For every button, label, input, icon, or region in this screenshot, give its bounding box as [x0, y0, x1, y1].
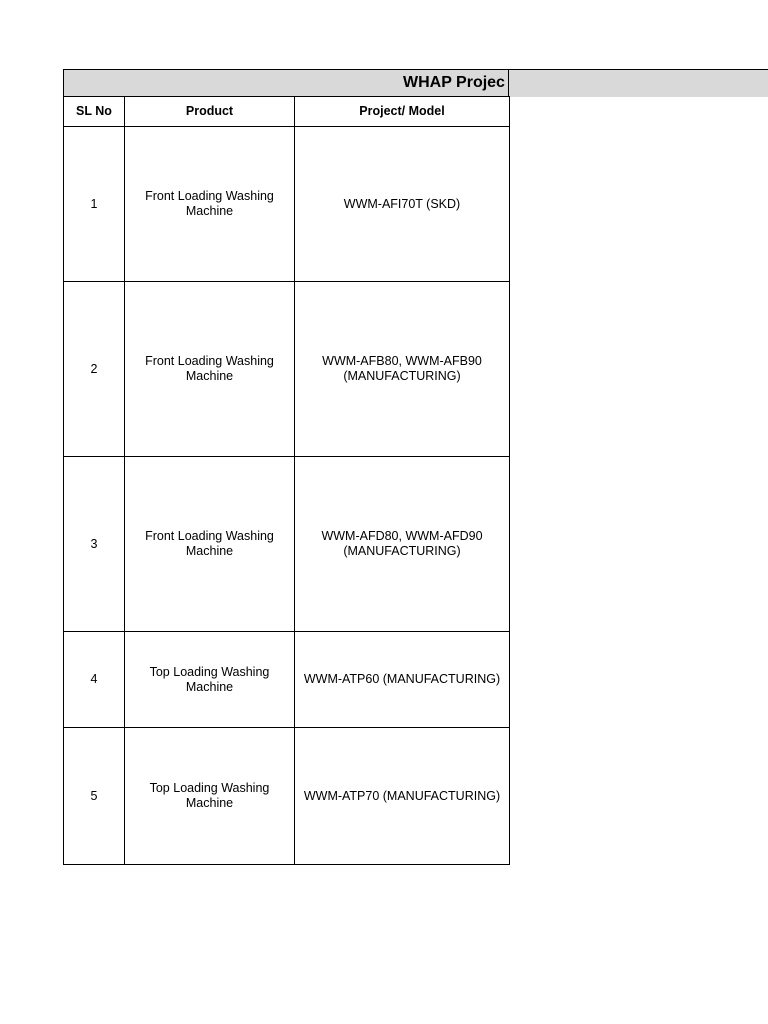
project-table: [63, 96, 510, 865]
cell-model: WWM-AFI70T (SKD): [295, 127, 510, 282]
cell-sl-no: 5: [64, 728, 125, 865]
cell-product: Front Loading Washing Machine: [125, 127, 295, 282]
cell-model: WWM-ATP60 (MANUFACTURING): [295, 632, 510, 728]
cell-model: WWM-AFD80, WWM-AFD90 (MANUFACTURING): [295, 457, 510, 632]
table-title: WHAP Projec: [403, 74, 505, 91]
cell-product: Top Loading Washing Machine: [125, 632, 295, 728]
header-product: Product: [125, 97, 295, 127]
cell-sl-no: 3: [64, 457, 125, 632]
table-row: [64, 282, 510, 457]
table-row: [64, 728, 510, 865]
cell-product: Front Loading Washing Machine: [125, 282, 295, 457]
cell-model: WWM-AFB80, WWM-AFB90 (MANUFACTURING): [295, 282, 510, 457]
header-project-model: Project/ Model: [295, 97, 510, 127]
cell-sl-no: 4: [64, 632, 125, 728]
cell-sl-no: 1: [64, 127, 125, 282]
header-row: [64, 97, 510, 127]
table-row: [64, 632, 510, 728]
table-title-cell: [63, 69, 509, 97]
table-row: [64, 457, 510, 632]
header-sl-no: SL No: [64, 97, 125, 127]
table-row: [64, 127, 510, 282]
cell-product: Front Loading Washing Machine: [125, 457, 295, 632]
cell-sl-no: 2: [64, 282, 125, 457]
cell-model: WWM-ATP70 (MANUFACTURING): [295, 728, 510, 865]
cell-product: Top Loading Washing Machine: [125, 728, 295, 865]
